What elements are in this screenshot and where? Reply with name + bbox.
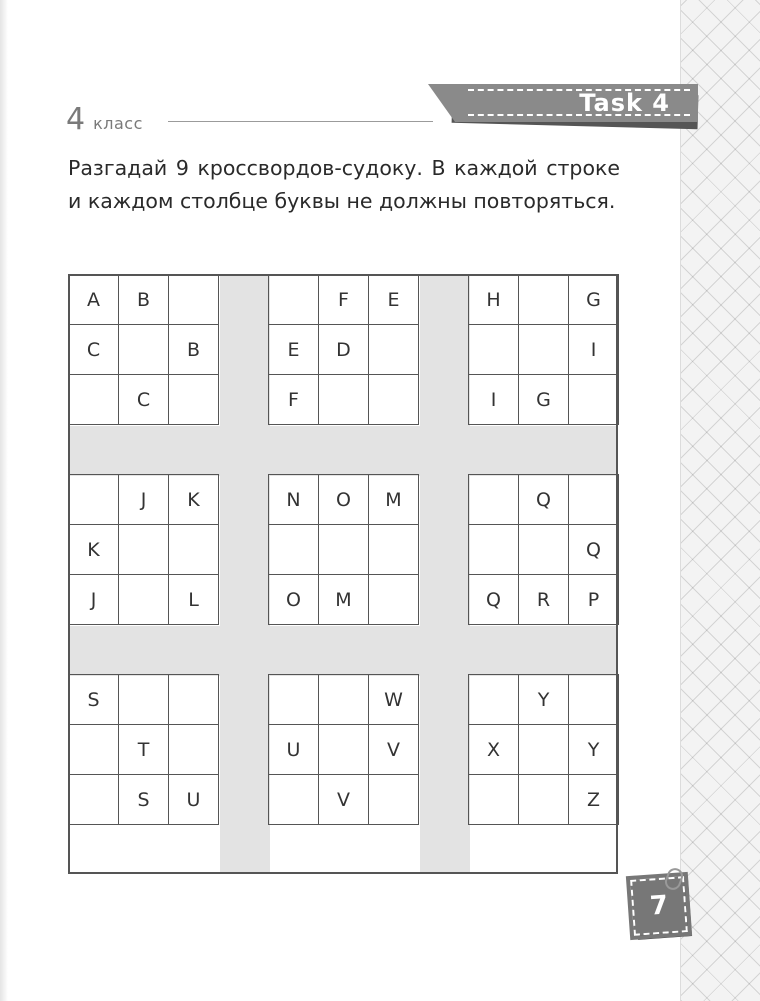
header-rule	[168, 121, 433, 122]
puzzle-cell[interactable]: Q	[468, 574, 519, 625]
puzzle-cell[interactable]: S	[68, 674, 119, 725]
puzzle-cell[interactable]	[318, 674, 369, 725]
puzzle-cell[interactable]: V	[368, 724, 419, 775]
puzzle-cell[interactable]: R	[518, 574, 569, 625]
puzzle-cell[interactable]	[118, 324, 169, 375]
puzzle-cell[interactable]: D	[318, 324, 369, 375]
page-binding-edge	[0, 0, 8, 1001]
puzzle-cell[interactable]: E	[368, 274, 419, 325]
sudoku-crossword-board	[68, 274, 618, 874]
puzzle-cell[interactable]	[568, 674, 619, 725]
block-gap-horizontal	[70, 426, 616, 476]
puzzle-cell[interactable]	[318, 374, 369, 425]
puzzle-cell[interactable]	[118, 574, 169, 625]
puzzle-cell[interactable]: E	[268, 324, 319, 375]
puzzle-cell[interactable]: C	[118, 374, 169, 425]
puzzle-cell[interactable]: Z	[568, 774, 619, 825]
block-gap-vertical	[420, 276, 470, 872]
puzzle-cell[interactable]	[518, 274, 569, 325]
puzzle-cell[interactable]	[468, 324, 519, 375]
puzzle-cell[interactable]: S	[118, 774, 169, 825]
puzzle-cell[interactable]	[168, 724, 219, 775]
puzzle-cell[interactable]	[568, 474, 619, 525]
puzzle-cell[interactable]: O	[268, 574, 319, 625]
grade-label	[66, 102, 143, 137]
grade-word: класс	[93, 114, 143, 133]
puzzle-cell[interactable]	[568, 374, 619, 425]
puzzle-cell[interactable]: J	[118, 474, 169, 525]
puzzle-cell[interactable]: J	[68, 574, 119, 625]
graph-paper-strip	[680, 0, 760, 1001]
puzzle-cell[interactable]: T	[118, 724, 169, 775]
puzzle-cell[interactable]	[318, 724, 369, 775]
puzzle-cell[interactable]	[518, 524, 569, 575]
puzzle-cell[interactable]: M	[368, 474, 419, 525]
puzzle-cell[interactable]	[168, 674, 219, 725]
puzzle-cell[interactable]	[468, 674, 519, 725]
page-number-badge: 7	[630, 876, 688, 936]
puzzle-cell[interactable]: C	[68, 324, 119, 375]
puzzle-cell[interactable]: W	[368, 674, 419, 725]
block-gap-horizontal	[70, 626, 616, 676]
puzzle-cell[interactable]: Y	[568, 724, 619, 775]
puzzle-cell[interactable]: B	[118, 274, 169, 325]
puzzle-cell[interactable]: B	[168, 324, 219, 375]
puzzle-cell[interactable]: H	[468, 274, 519, 325]
puzzle-cell[interactable]	[268, 524, 319, 575]
puzzle-cell[interactable]	[68, 724, 119, 775]
task-instruction: Разгадай 9 кроссвордов-судоку. В каждой строке и каждом столбце буквы не должны повторяться.	[68, 156, 620, 213]
puzzle-cell[interactable]: G	[568, 274, 619, 325]
puzzle-cell[interactable]	[118, 674, 169, 725]
puzzle-cell[interactable]: K	[168, 474, 219, 525]
puzzle-cell[interactable]	[518, 324, 569, 375]
puzzle-cell[interactable]	[268, 274, 319, 325]
puzzle-cell[interactable]	[368, 524, 419, 575]
puzzle-cell[interactable]: X	[468, 724, 519, 775]
puzzle-cell[interactable]: Q	[568, 524, 619, 575]
puzzle-cell[interactable]	[368, 374, 419, 425]
task-label: Task 4	[579, 89, 670, 117]
puzzle-cell[interactable]	[468, 474, 519, 525]
puzzle-cell[interactable]: U	[268, 724, 319, 775]
puzzle-cell[interactable]	[318, 524, 369, 575]
puzzle-cell[interactable]	[268, 774, 319, 825]
puzzle-cell[interactable]: I	[468, 374, 519, 425]
puzzle-cell[interactable]: F	[268, 374, 319, 425]
puzzle-cell[interactable]: V	[318, 774, 369, 825]
puzzle-cell[interactable]: K	[68, 524, 119, 575]
puzzle-cell[interactable]	[118, 524, 169, 575]
puzzle-cell[interactable]	[518, 774, 569, 825]
puzzle-cell[interactable]	[68, 774, 119, 825]
puzzle-cell[interactable]	[168, 524, 219, 575]
puzzle-cell[interactable]	[68, 374, 119, 425]
puzzle-cell[interactable]: G	[518, 374, 569, 425]
puzzle-cell[interactable]	[68, 474, 119, 525]
puzzle-cell[interactable]: Y	[518, 674, 569, 725]
puzzle-cell[interactable]: U	[168, 774, 219, 825]
puzzle-cell[interactable]: L	[168, 574, 219, 625]
puzzle-cell[interactable]	[468, 774, 519, 825]
puzzle-cell[interactable]: F	[318, 274, 369, 325]
puzzle-cell[interactable]	[368, 324, 419, 375]
block-gap-vertical	[220, 276, 270, 872]
puzzle-cell[interactable]: Q	[518, 474, 569, 525]
puzzle-cell[interactable]	[268, 674, 319, 725]
puzzle-cell[interactable]: M	[318, 574, 369, 625]
puzzle-cell[interactable]: I	[568, 324, 619, 375]
puzzle-cell[interactable]	[368, 774, 419, 825]
puzzle-cell[interactable]: O	[318, 474, 369, 525]
puzzle-cell[interactable]	[168, 374, 219, 425]
puzzle-cell[interactable]	[518, 724, 569, 775]
puzzle-cell[interactable]: P	[568, 574, 619, 625]
puzzle-cell[interactable]: N	[268, 474, 319, 525]
puzzle-cell[interactable]	[368, 574, 419, 625]
grade-number: 4	[66, 102, 86, 137]
puzzle-cell[interactable]	[468, 524, 519, 575]
puzzle-cell[interactable]: A	[68, 274, 119, 325]
puzzle-cell[interactable]	[168, 274, 219, 325]
